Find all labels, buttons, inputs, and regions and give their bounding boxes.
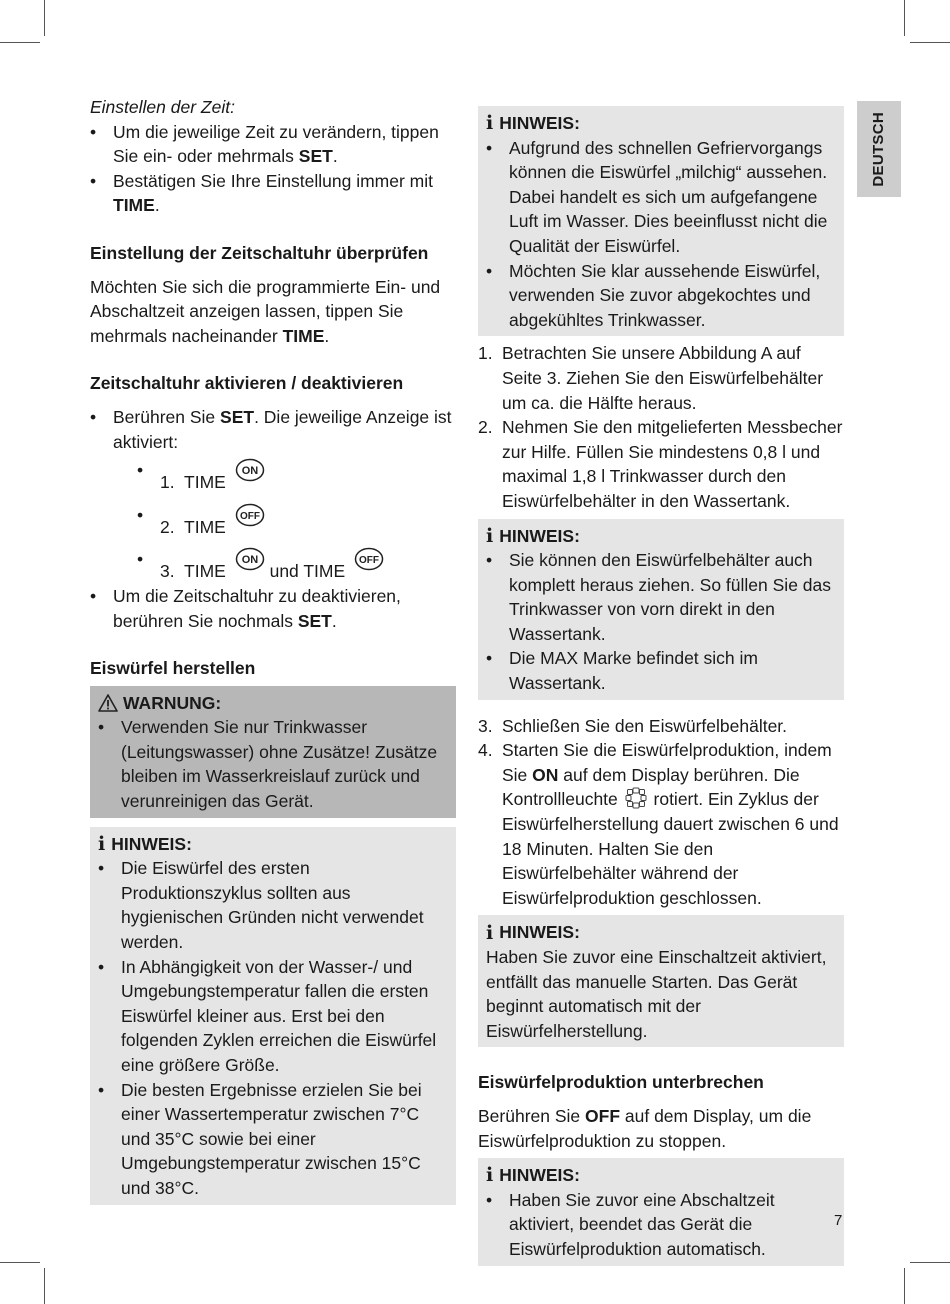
- info-icon: i: [486, 524, 494, 547]
- crop-mark: [0, 42, 40, 43]
- left-column: [90, 95, 456, 1205]
- time-bullets: [90, 120, 456, 218]
- hint-box: [478, 1158, 844, 1265]
- mode-list: [137, 458, 456, 584]
- on-badge-icon: [235, 547, 265, 571]
- crop-mark: [904, 1268, 905, 1304]
- list-item: • Sie können den Eiswürfelbehälter auch komplett heraus ziehen. So füllen Sie das Trinkwasser von vorn direkt in den Wassertank.: [486, 548, 836, 646]
- info-icon: i: [486, 112, 494, 135]
- warning-title: WARNUNG:: [98, 691, 448, 716]
- step-item: 1. Betrachten Sie unsere Abbildung A auf Seite 3. Ziehen Sie den Eiswürfelbehälter um ca. die Hälfte heraus.: [478, 343, 824, 413]
- ice-indicator-icon: [625, 787, 647, 809]
- list-item: • Bestätigen Sie Ihre Einstellung immer mit TIME.: [90, 169, 456, 218]
- off-badge-icon: [354, 547, 384, 571]
- on-badge-icon: [235, 458, 265, 482]
- step-item: 2. Nehmen Sie den mitgelieferten Messbecher zur Hilfe. Füllen Sie mindestens 0,8 l und maximal 1,8 l Trinkwasser durch den Eiswürfelbehälter in den Wassertank.: [478, 417, 843, 511]
- interrupt-heading: Eiswürfelproduktion unterbrechen: [478, 1072, 764, 1093]
- off-badge-icon: [235, 503, 265, 527]
- mode-item: • 1. TIME ON: [137, 458, 456, 495]
- crop-mark: [44, 0, 45, 36]
- language-tab: [857, 101, 901, 197]
- hint-title: i HINWEIS:: [486, 1164, 580, 1187]
- right-column: [478, 106, 844, 1266]
- ice-heading: Eiswürfel herstellen: [90, 658, 256, 679]
- hint-box: [478, 519, 844, 700]
- mode-item: • 2. TIME OFF: [137, 503, 456, 540]
- list-item: • Haben Sie zuvor eine Abschaltzeit aktiviert, beendet das Gerät die Eiswürfelproduktion automatisch.: [486, 1188, 836, 1262]
- language-tab-label: DEUTSCH: [869, 111, 887, 187]
- hint-text: Haben Sie zuvor eine Einschaltzeit aktiviert, entfällt das manuelle Starten. Das Gerät beginnt automatisch mit der Eiswürfelherstellung.: [486, 947, 827, 1041]
- activate-heading: Zeitschaltuhr aktivieren / deaktivieren: [90, 373, 404, 394]
- step-item: 4. Starten Sie die Eiswürfelproduktion, indem Sie ON auf dem Display berühren. Die Kontrollleuchte rotiert. Ein Zyklus der Eiswürfelherstellung dauert zwischen 6 und 18 Minuten. Halten Sie den Eiswürfelbehälter während der Eiswürfelproduktion geschlossen.: [478, 740, 839, 908]
- steps-list: [478, 341, 844, 513]
- hint-title: i HINWEIS:: [486, 921, 580, 944]
- hint-box: [90, 827, 456, 1205]
- crop-mark: [0, 1262, 40, 1263]
- steps-list: [478, 714, 844, 911]
- list-item: • Die Eiswürfel des ersten Produktionszyklus sollten aus hygienischen Gründen nicht verwendet werden.: [98, 856, 448, 954]
- crop-mark: [910, 42, 950, 43]
- list-item: • Um die jeweilige Zeit zu verändern, tippen Sie ein- oder mehrmals SET.: [90, 120, 456, 169]
- hint-title: i HINWEIS:: [486, 112, 580, 135]
- crop-mark: [910, 1262, 950, 1263]
- page-number: 7: [834, 1212, 843, 1229]
- list-item: • Aufgrund des schnellen Gefriervorgangs können die Eiswürfel „milchig“ aussehen. Dabei handelt es sich um aufgefangene Luft im Wasser. Dies beeinflusst nicht die Qualität der Eiswürfel.: [486, 136, 836, 259]
- warning-box: [90, 686, 456, 818]
- svg-text:ON: ON: [241, 465, 258, 478]
- list-item: • Die besten Ergebnisse erzielen Sie bei einer Wassertemperatur zwischen 7°C und 35°C sowie bei einer Umgebungstemperatur zwischen 15°C und 38°C.: [98, 1078, 448, 1201]
- hint-title: i HINWEIS:: [98, 832, 192, 855]
- hint-title: i HINWEIS:: [486, 524, 580, 547]
- info-icon: i: [486, 1164, 494, 1187]
- svg-text:OFF: OFF: [239, 510, 260, 522]
- crop-mark: [44, 1268, 45, 1304]
- list-item: • Berühren Sie SET. Die jeweilige Anzeige ist aktiviert: • 1. TIME ON • 2. TIME OFF • 3. TIME ON und TIME OFF: [90, 405, 456, 584]
- list-item: • Verwenden Sie nur Trinkwasser (Leitungswasser) ohne Zusätze! Zusätze bleiben im Wasserkreislauf zurück und verunreinigen das Gerät.: [98, 715, 448, 813]
- list-item: • Die MAX Marke befindet sich im Wassertank.: [486, 646, 836, 695]
- hint-box: [478, 915, 844, 1047]
- svg-text:ON: ON: [241, 554, 258, 567]
- warning-icon: [98, 694, 118, 712]
- info-icon: i: [98, 832, 106, 855]
- step-item: 3. Schließen Sie den Eiswürfelbehälter.: [478, 715, 788, 736]
- mode-item: • 3. TIME ON und TIME OFF: [137, 547, 456, 584]
- activate-bullets: [90, 405, 456, 633]
- interrupt-text: Berühren Sie OFF auf dem Display, um die Eiswürfelproduktion zu stoppen.: [478, 1105, 812, 1151]
- list-item: • Um die Zeitschaltuhr zu deaktivieren, berühren Sie nochmals SET.: [90, 584, 456, 633]
- svg-text:OFF: OFF: [359, 555, 380, 567]
- info-icon: i: [486, 921, 494, 944]
- check-text: Möchten Sie sich die programmierte Ein- und Abschaltzeit anzeigen lassen, tippen Sie mehrmals nacheinander TIME.: [90, 276, 441, 346]
- check-heading: Einstellung der Zeitschaltuhr überprüfen: [90, 242, 429, 263]
- hint-box: [478, 106, 844, 336]
- crop-mark: [904, 0, 905, 36]
- list-item: • Möchten Sie klar aussehende Eiswürfel, verwenden Sie zuvor abgekochtes und abgekühltes Trinkwasser.: [486, 259, 836, 333]
- list-item: • In Abhängigkeit von der Wasser-/ und Umgebungstemperatur fallen die ersten Eiswürfel kleiner aus. Erst bei den folgenden Zyklen erreichen die Eiswürfel eine größere Größe.: [98, 955, 448, 1078]
- time-heading: Einstellen der Zeit:: [90, 97, 235, 117]
